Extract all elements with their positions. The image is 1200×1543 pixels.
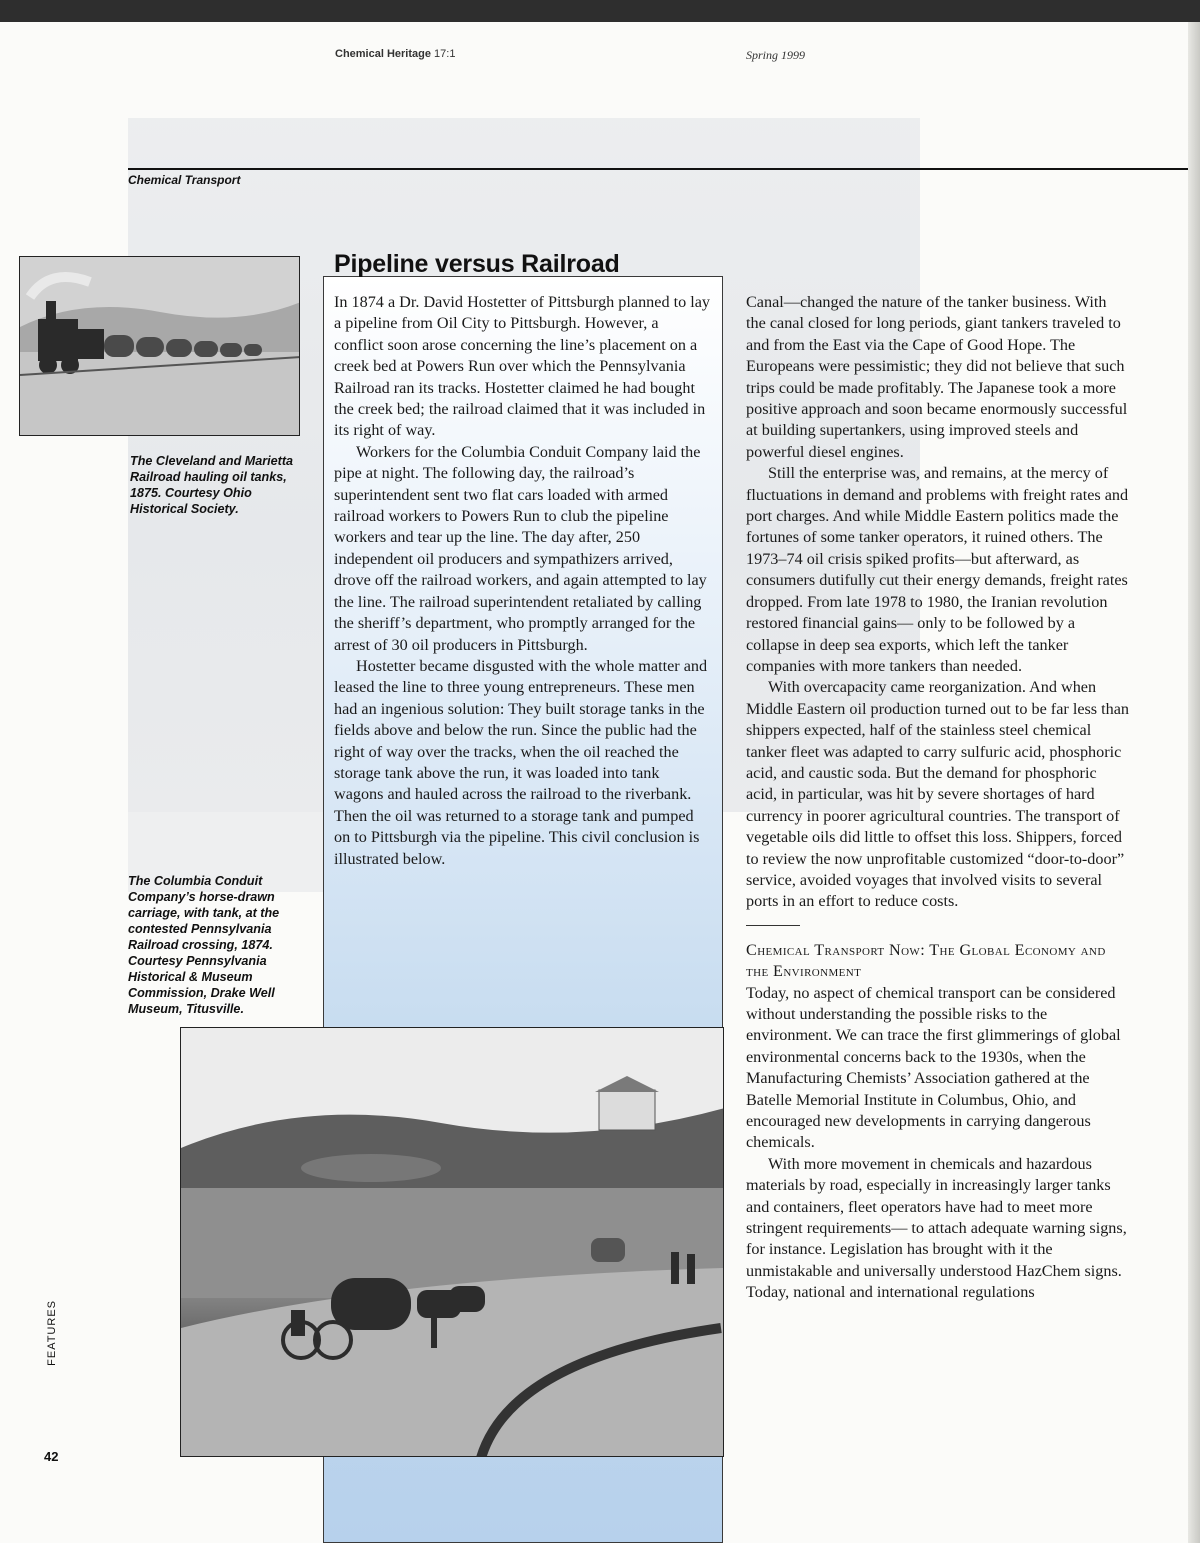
- section-label: Chemical Transport: [128, 173, 241, 187]
- publication-name: Chemical Heritage: [335, 48, 431, 60]
- scan-right-edge: [1188, 22, 1200, 1543]
- railroad-photo-drawing: [20, 257, 300, 436]
- page-number: 42: [44, 1449, 59, 1464]
- photo-horse-drawn-tank-carriage: [180, 1027, 724, 1457]
- caption-photo1: The Cleveland and Marietta Railroad hauling oil tanks, 1875. Courtesy Ohio Historical Society.: [130, 454, 294, 516]
- main-subhead: Chemical Transport Now: The Global Economy and the Environment: [746, 940, 1106, 981]
- main-paragraph-2: Still the enterprise was, and remains, at the mercy of fluctuations in demand and problems with freight rates and port charges. And while Middle Eastern politics made the fortunes of some tanker operators, it ruined others. The 1973–74 oil crisis spiked profits—but afterward, as consumers dutifully cut their energy demands, freight rates dropped. From late 1978 to 1980, the Iranian revolution restored financial gains— only to be followed by a collapse in deep sea exports, which left the tanker companies with more tankers than needed.: [746, 464, 1129, 675]
- main-paragraph-5: With more movement in chemicals and hazardous materials by road, especially in increasingly larger tanks and containers, fleet operators have had to meet more stringent requirements— to attach adequate warning signs, for instance. Legislation has brought with it the unmistakable and universally understood HazChem signs. Today, national and international regulations: [746, 1154, 1127, 1302]
- main-text-column: [746, 292, 1130, 1304]
- section-vertical-label: FEATURES: [46, 1300, 58, 1366]
- main-paragraph-4: Today, no aspect of chemical transport can be considered without understanding the possible risks to the environment. We can trace the first glimmerings of global environmental concerns back to the 1930s, when the Manufacturing Chemists’ Association gathered at the Batelle Memorial Institute in Columbus, Ohio, and encouraged new developments in carrying dangerous chemicals.: [746, 983, 1121, 1152]
- main-paragraph-1: Canal—changed the nature of the tanker business. With the canal closed for long periods, giant tankers traveled to and from the East via the Cape of Good Hope. The Europeans were pessimistic; they did not believe that such trips could be made profitably. The Japanese took a more positive approach and soon became enormously successful at building supertankers, using improved steels and powerful diesel engines.: [746, 293, 1128, 461]
- sidebar-text-column: [334, 292, 712, 870]
- running-header-publication: [335, 48, 455, 60]
- caption-photo2: The Columbia Conduit Company’s horse-drawn carriage, with tank, at the contested Pennsylvania Railroad crossing, 1874. Courtesy Pennsylvania Historical & Museum Commission, Drake Well Museum, Titusville.: [128, 874, 280, 1016]
- publication-issue: 17:1: [434, 48, 456, 60]
- section-rule: [128, 168, 1188, 170]
- main-paragraph-3: With overcapacity came reorganization. And when Middle Eastern oil production turned out to be far less than shippers expected, half of the stainless steel chemical tanker fleet was adapted to carry sulfuric acid, phosphoric acid, and caustic soda. But the demand for phosphoric acid, in particular, was hit by severe shortages of hard currency in poorer agricultural countries. The transport of vegetable oils did little to offset this loss. Shippers, forced to review the now unprofitable customized “door-to-door” service, avoided voyages that involved visits to several ports in an effort to reduce costs.: [746, 678, 1130, 911]
- sidebar-paragraph-2: Workers for the Columbia Conduit Company laid the pipe at night. The following day, the railroad’s superintendent sent two flat cars loaded with armed railroad workers to Powers Run to club the pipeline workers and tear up the line. The day after, 250 independent oil producers and sympathizers arrived, drove off the railroad workers, and again attempted to lay the line. The railroad superintendent retaliated by calling the sheriff’s department, who promptly arranged for the arrest of 30 oil producers in Pittsburgh.: [334, 442, 707, 654]
- sidebar-paragraph-3: Hostetter became disgusted with the whole matter and leased the line to three young entrepreneurs. These men had an ingenious solution: They built storage tanks in the fields above and below the run. Since the public had the right of way over the tracks, when the oil reached the storage tank above the run, it was loaded into tank wagons and hauled across the railroad to the riverbank. Then the oil was returned to a storage tank and pumped on to Pittsburgh via the pipeline. This civil conclusion is illustrated below.: [334, 656, 708, 868]
- carriage-photo-drawing: [181, 1028, 724, 1457]
- photo-railroad-oil-tanks: [19, 256, 300, 436]
- subhead-rule: [746, 925, 800, 926]
- running-header-season: Spring 1999: [746, 48, 806, 62]
- sidebar-title: Pipeline versus Railroad: [334, 250, 620, 278]
- sidebar-paragraph-1: In 1874 a Dr. David Hostetter of Pittsburgh planned to lay a pipeline from Oil City to Pittsburgh. However, a conflict soon arose concerning the line’s placement on a creek bed at Powers Run over which the Pennsylvania Railroad ran its tracks. Hostetter claimed he had bought the creek bed; the railroad claimed that it was included in its right of way.: [334, 293, 711, 440]
- scan-top-border: [0, 0, 1200, 22]
